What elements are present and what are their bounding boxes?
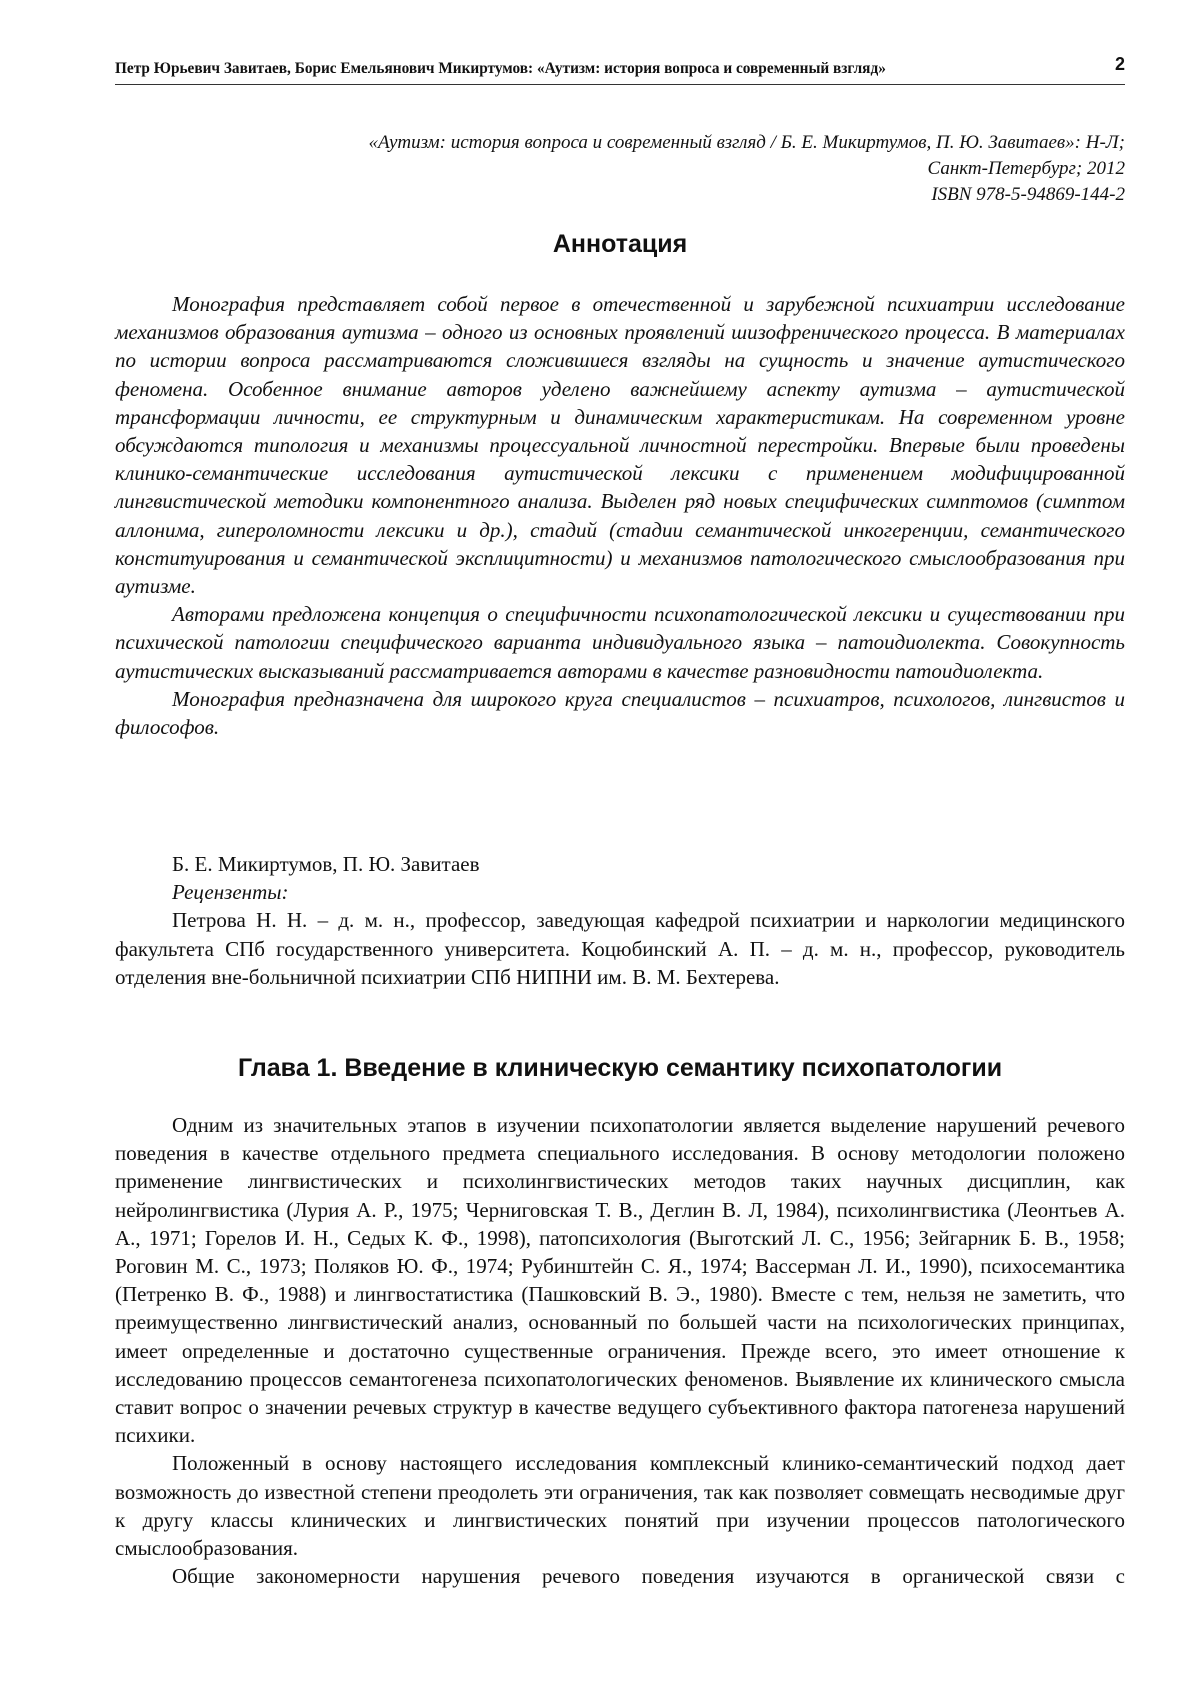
annotation-paragraph: Монография предназначена для широкого круга специалистов – психиатров, психологов, лингвистов и философов.: [115, 686, 1125, 740]
credits-block: [115, 850, 1125, 991]
chapter-body: [115, 1111, 1125, 1590]
citation-isbn: ISBN 978-5-94869-144-2: [931, 184, 1125, 205]
page-number: 2: [1114, 54, 1125, 74]
citation-line: «Аутизм: история вопроса и современный взгляд / Б. Е. Микиртумов, П. Ю. Завитаев»: Н-Л;: [368, 132, 1125, 153]
annotation-heading: Аннотация: [552, 230, 688, 258]
running-title: Петр Юрьевич Завитаев, Борис Емельянович Микиртумов: «Аутизм: история вопроса и современный взгляд»: [115, 60, 886, 77]
annotation-body: [115, 290, 1125, 741]
chapter-heading: Глава 1. Введение в клиническую семантику психопатологии: [237, 1054, 1003, 1082]
running-header: [115, 54, 1125, 85]
reviewers-text: Петрова Н. Н. – д. м. н., профессор, заведующая кафедрой психиатрии и наркологии медицинского факультета СПб государственного университета. Коцюбинский А. П. – д. м. н., профессор, руководитель отделения вне-больничной психиатрии СПб НИПНИ им. В. М. Бехтерева.: [115, 908, 1125, 989]
chapter-paragraph: Положенный в основу настоящего исследования комплексный клинико-семантический подход дает возможность до известной степени преодолеть эти ограничения, так как позволяет совмещать несводимые друг к другу классы клинических и лингвистических понятий при изучении процессов патологического смыслообразования.: [115, 1451, 1125, 1561]
chapter-paragraph: Общие закономерности нарушения речевого поведения изучаются в органической связи с: [172, 1564, 1125, 1589]
bibliographic-citation: [115, 130, 1125, 208]
annotation-paragraph: Монография представляет собой первое в отечественной и зарубежной психиатрии исследование механизмов образования аутизма – одного из основных проявлений шизофренического процесса. В материалах по истории вопроса рассматриваются сложившиеся взгляды на сущность и значение аутистического феномена. Особенное внимание авторов уделено важнейшему аспекту аутизма – аутистической трансформации личности, ее структурным и динамическим характеристикам. На современном уровне обсуждаются типология и механизмы процессуальной личностной перестройки. Впервые были проведены клинико-семантические исследования аутистической лексики с применением модифицированной лингвистической методики компонентного анализа. Выделен ряд новых специфических симптомов (симптом аллонима, гипероломности лексики и др.), стадий (стадии семантической инкогеренции, семантического конституирования и семантической эксплицитности) и механизмов патологического смыслообразования при аутизме.: [115, 292, 1125, 599]
citation-line: Санкт-Петербург; 2012: [927, 158, 1125, 179]
chapter-paragraph: Одним из значительных этапов в изучении психопатологии является выделение нарушений речевого поведения в качестве отдельного предмета специального исследования. В основу методологии положено применение лингвистических и психолингвистических методов таких научных дисциплин, как нейролингвистика (Лурия А. Р., 1975; Черниговская Т. В., Деглин В. Л, 1984), психолингвистика (Леонтьев А. А., 1971; Горелов И. Н., Седых К. Ф., 1998), патопсихология (Выготский Л. С., 1956; Зейгарник Б. В., 1958; Роговин М. С., 1973; Поляков Ю. Ф., 1974; Рубинштейн С. Я., 1974; Вассерман Л. И., 1990), психосемантика (Петренко В. Ф., 1988) и лингвостатистика (Пашковский В. Э., 1980). Вместе с тем, нельзя не заметить, что преимущественно лингвистический анализ, основанный по большей части на психологических принципах, имеет определенные и достаточно существенные ограничения. Прежде всего, это имеет отношение к исследованию процессов семантогенеза психопатологических феноменов. Выявление их клинического смысла ставит вопрос о значении речевых структур в качестве ведущего субъективного фактора патогенеза нарушений психики.: [115, 1113, 1125, 1448]
annotation-paragraph: Авторами предложена концепция о специфичности психопатологической лексики и существовании при психической патологии специфического варианта индивидуального языка – патоидиолекта. Совокупность аутистических высказываний рассматривается авторами в качестве разновидности патоидиолекта.: [115, 602, 1125, 683]
reviewers-label: Рецензенты:: [172, 880, 289, 905]
authors-line: Б. Е. Микиртумов, П. Ю. Завитаев: [172, 852, 480, 876]
